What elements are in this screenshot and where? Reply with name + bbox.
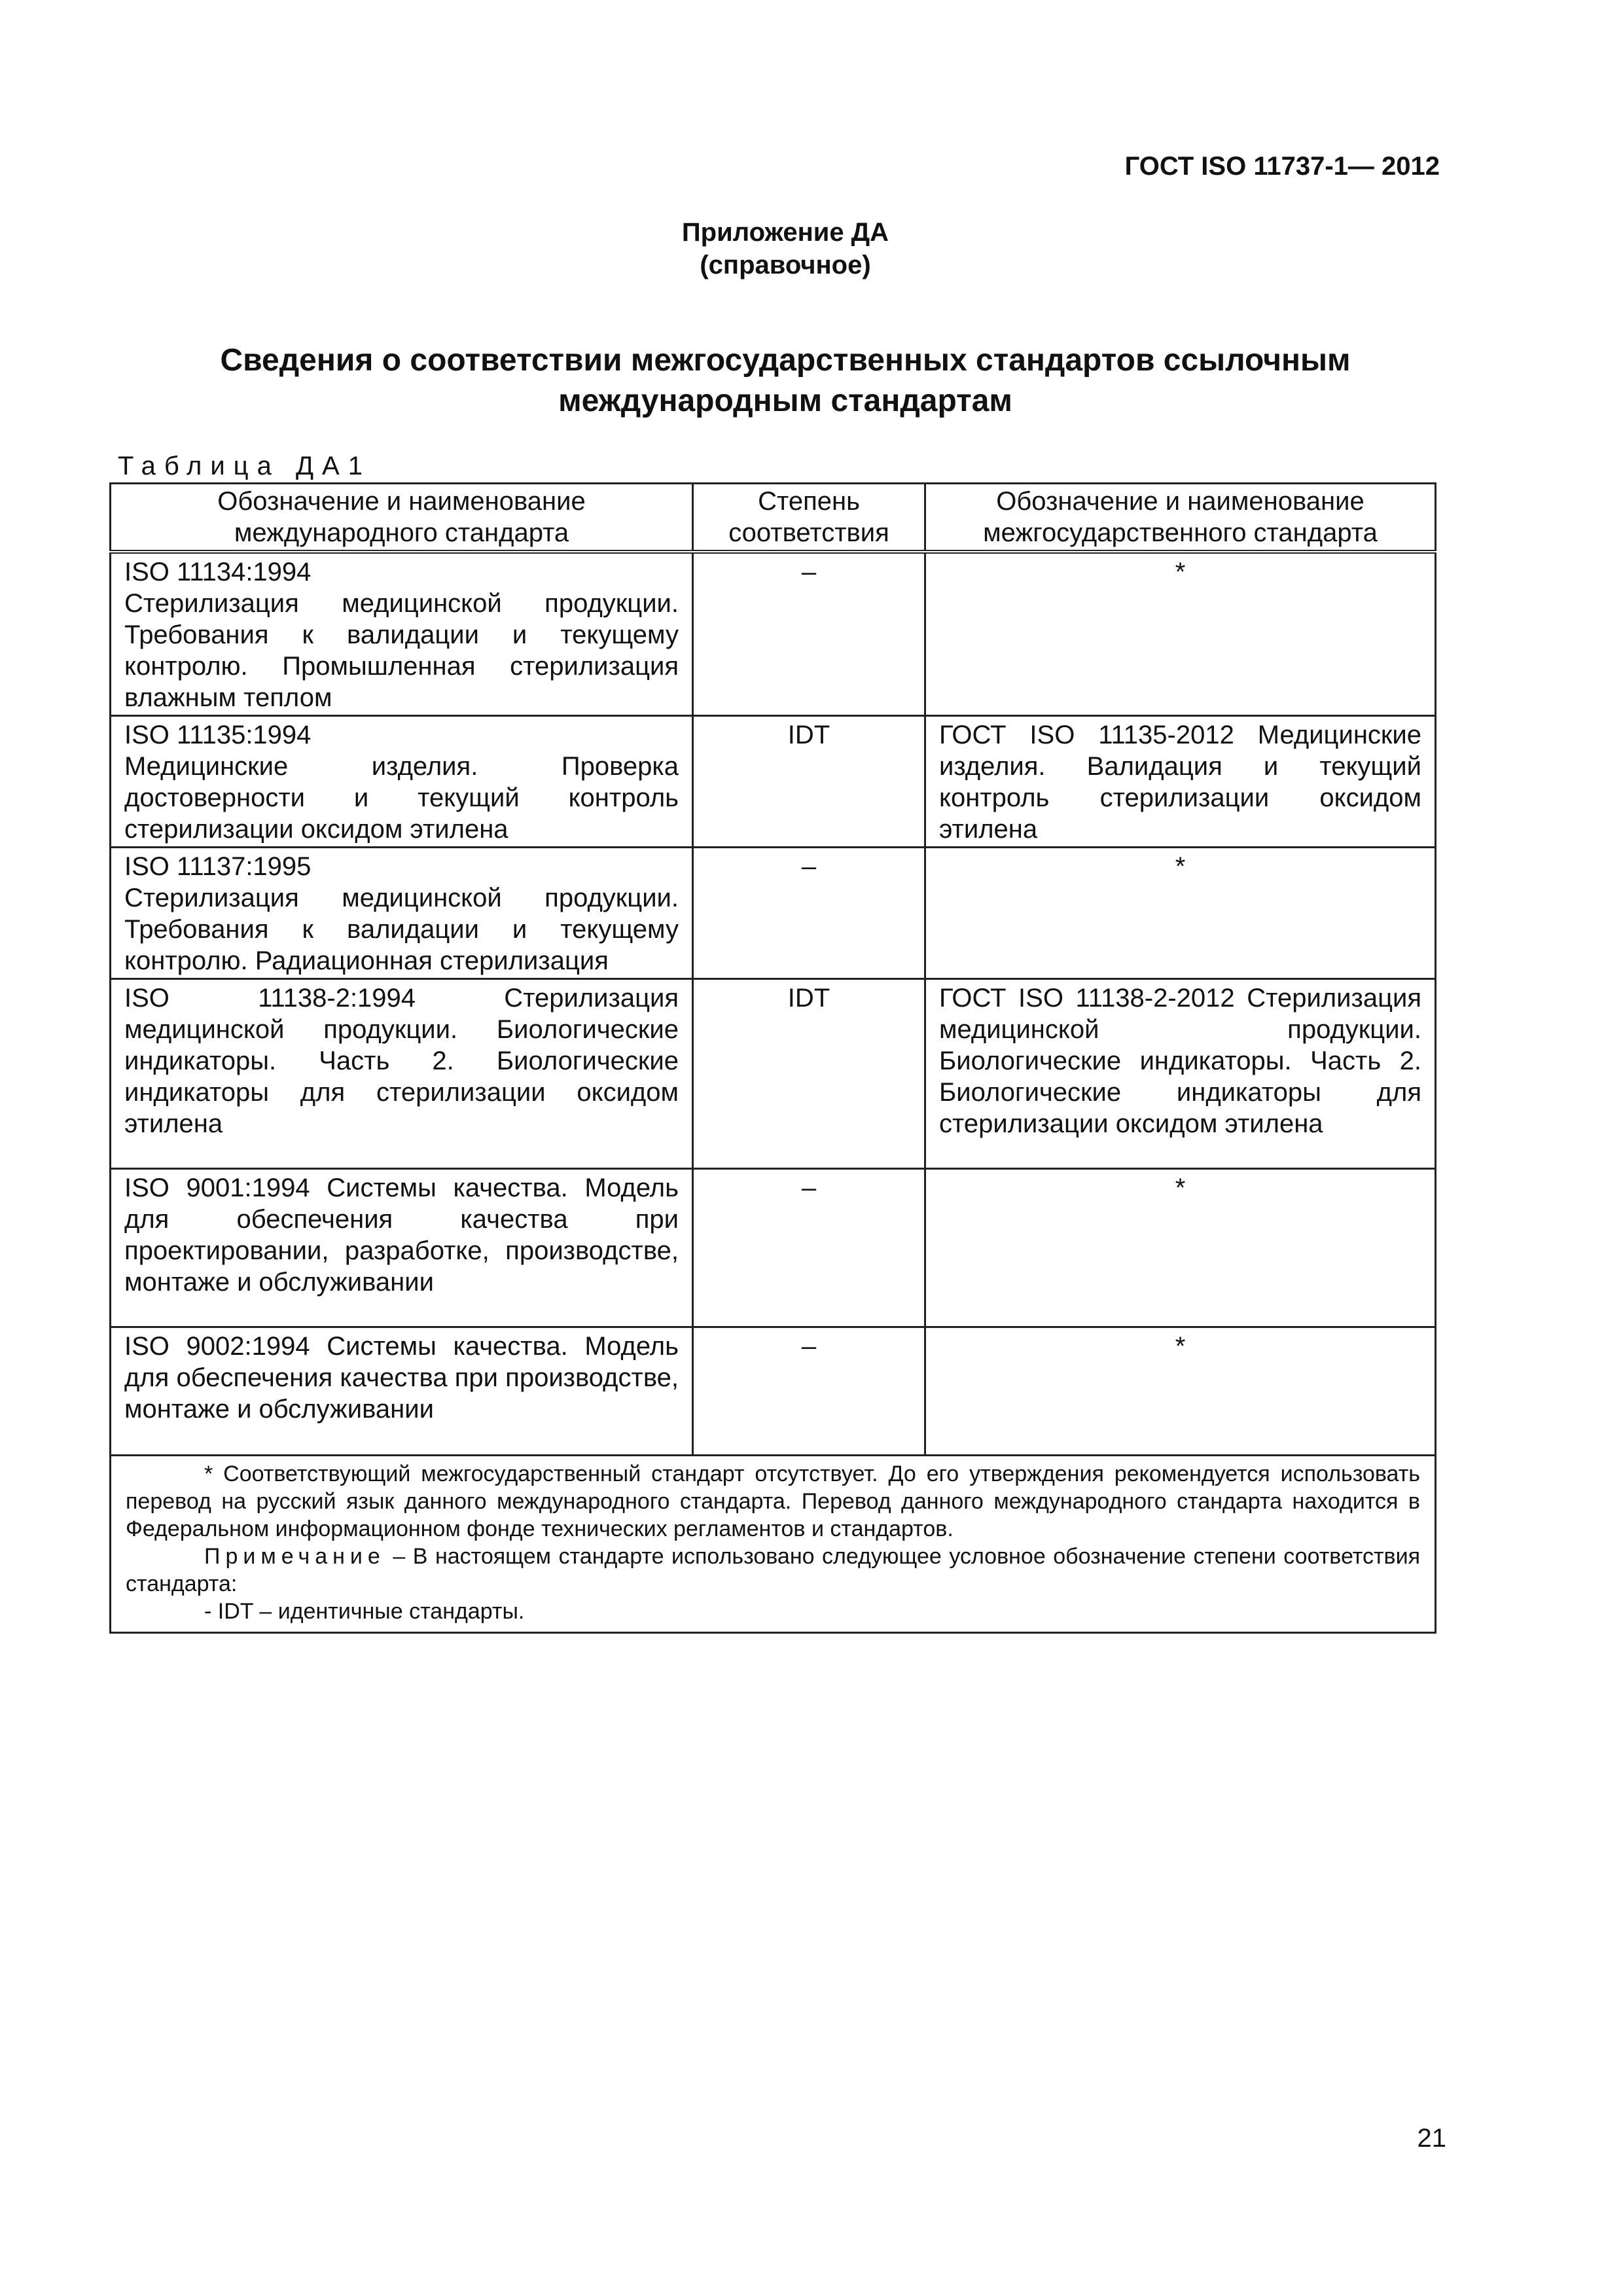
table-row [111, 552, 1436, 716]
table-row [111, 848, 1436, 979]
annex-title: Приложение ДА [681, 218, 889, 247]
interstate-standard-cell: * [925, 1327, 1436, 1456]
intl-standard-cell: ISO 11138-2:1994 Стерилизация медицинской продукции. Биологические индикаторы. Часть 2. Биологические индикаторы для стерилизации оксидом этилена [111, 979, 693, 1169]
degree-cell: – [693, 848, 925, 979]
table-row [111, 1327, 1436, 1456]
interstate-standard-cell: ГОСТ ISO 11138-2-2012 Стерилизация медицинской продукции. Биологические индикаторы. Часть 2. Биологические индикаторы для стерилизации оксидом этилена [925, 979, 1436, 1169]
footnote-note [126, 1543, 1420, 1598]
table-header-row [111, 484, 1436, 552]
standards-table [109, 482, 1436, 1634]
degree-cell: IDT [693, 716, 925, 848]
intl-standard-cell: ISO 11134:1994 Стерилизация медицинской продукции. Требования к валидации и текущему контролю. Промышленная стерилизация влажным теплом [111, 552, 693, 716]
page-title-line-2: международным стандартам [558, 384, 1012, 418]
header-degree: Степень соответствия [693, 484, 925, 552]
table-row [111, 716, 1436, 848]
page-title-line-1: Сведения о соответствии межгосударственных стандартов ссылочным [220, 343, 1351, 378]
page-number: 21 [1417, 2124, 1446, 2153]
table-caption: Таблица ДА1 [118, 452, 371, 480]
interstate-standard-cell: * [925, 848, 1436, 979]
table-footnote [111, 1456, 1436, 1633]
footnote-idt: - IDT – идентичные стандарты. [204, 1599, 525, 1624]
document-id: ГОСТ ISO 11737-1— 2012 [1124, 152, 1440, 181]
degree-cell: – [693, 1327, 925, 1456]
note-label: Примечание [204, 1544, 385, 1569]
table-footnote-row [111, 1456, 1436, 1633]
header-interstate: Обозначение и наименование межгосударственного стандарта [925, 484, 1436, 552]
header-international: Обозначение и наименование международного стандарта [111, 484, 693, 552]
intl-standard-cell: ISO 11135:1994 Медицинские изделия. Проверка достоверности и текущий контроль стерилизации оксидом этилена [111, 716, 693, 848]
page-title [118, 340, 1453, 422]
footnote-star: * Соответствующий межгосударственный стандарт отсутствует. До его утверждения рекомендуется использовать перевод на русский язык данного международного стандарта. Перевод данного международного стандарта находится в Федеральном информационном фонде технических регламентов и стандартов. [126, 1462, 1420, 1541]
intl-standard-cell: ISO 11137:1995 Стерилизация медицинской продукции. Требования к валидации и текущему контролю. Радиационная стерилизация [111, 848, 693, 979]
interstate-standard-cell: * [925, 552, 1436, 716]
degree-cell: IDT [693, 979, 925, 1169]
annex-type: (справочное) [700, 251, 871, 279]
intl-standard-cell: ISO 9002:1994 Системы качества. Модель для обеспечения качества при производстве, монтаже и обслуживании [111, 1327, 693, 1456]
degree-cell: – [693, 1169, 925, 1327]
note-text: – В настоящем стандарте использовано следующее условное обозначение степени соответствия стандарта: [126, 1544, 1420, 1596]
table-row [111, 979, 1436, 1169]
table-row [111, 1169, 1436, 1327]
interstate-standard-cell: ГОСТ ISO 11135-2012 Медицинские изделия. Валидация и текущий контроль стерилизации оксидом этилена [925, 716, 1436, 848]
interstate-standard-cell: * [925, 1169, 1436, 1327]
degree-cell: – [693, 552, 925, 716]
annex-heading [589, 216, 982, 281]
intl-standard-cell: ISO 9001:1994 Системы качества. Модель для обеспечения качества при проектировании, разработке, производстве, монтаже и обслуживании [111, 1169, 693, 1327]
